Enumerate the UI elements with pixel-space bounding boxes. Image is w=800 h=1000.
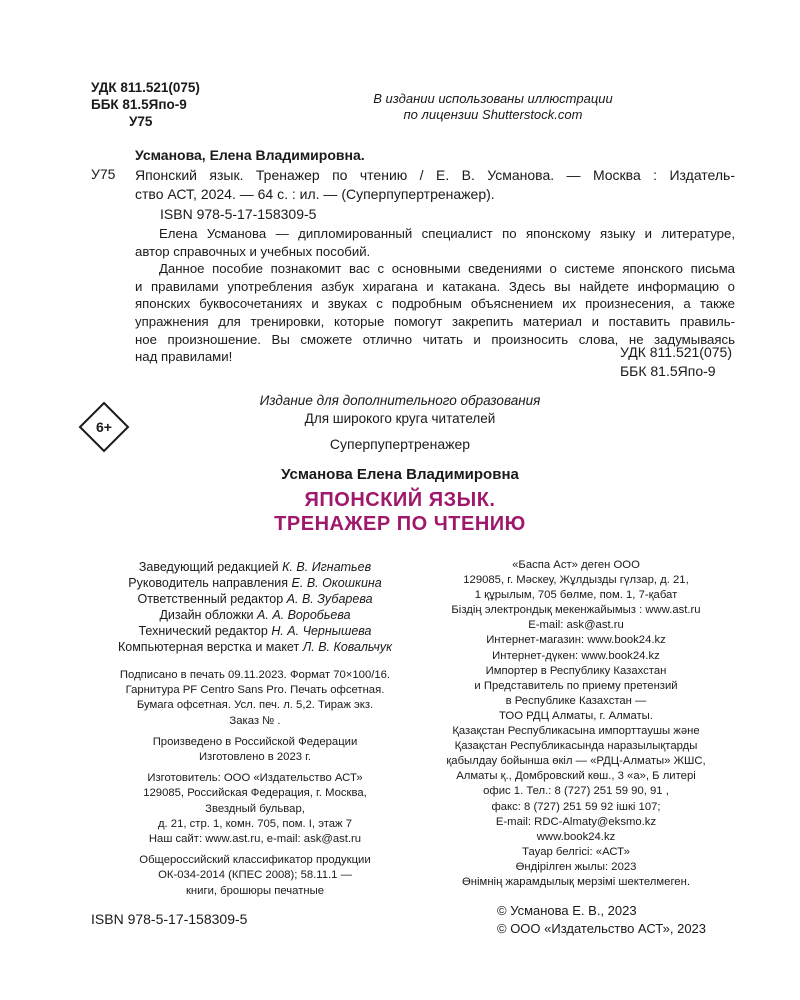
credit-person: Л. В. Ковальчук: [302, 640, 393, 654]
author-name: Усманова Елена Владимировна: [281, 466, 519, 483]
catalog-author-heading: Усманова, Елена Владимировна.: [135, 147, 365, 163]
annotation-line: японских буквосочетаниях и звуках с подробным объяснением их произнесения, а также: [135, 296, 735, 312]
publisher-line: 129085, г. Мәскеу, Жұлдызды гүлзар, д. 21,: [463, 574, 689, 587]
publisher-line: Тауар белгісі: «АСТ»: [522, 845, 630, 858]
publisher-line: Қазақстан Республикасында наразылықтарды: [454, 740, 698, 753]
bbk-code: ББК 81.5Япо-9: [91, 97, 187, 112]
credit-person: Е. В. Окошкина: [291, 576, 382, 590]
credits-list: [90, 559, 420, 655]
publisher-line: Өндірілген жылы: 2023: [515, 860, 637, 873]
credit-row: [90, 591, 420, 607]
biblio-line: Японский язык. Тренажер по чтению / Е. В. Усманова. — Москва : Издатель-: [135, 167, 735, 183]
udk-code: УДК 811.521(075): [91, 80, 200, 95]
print-info-line: Подписано в печать 09.11.2023. Формат 70×100/16.: [119, 669, 391, 681]
publisher-line: Интернет-дүкен: www.book24.kz: [492, 649, 660, 662]
manufacturer-line: Изготовлено в 2023 г.: [198, 751, 312, 764]
annotation-line: над правилами!: [135, 349, 233, 365]
edition-note: Издание для дополнительного образования: [259, 393, 541, 408]
manufacturer-line: 129085, Российская Федерация, г. Москва,: [143, 787, 367, 800]
bbk-code-right: ББК 81.5Япо-9: [619, 363, 716, 379]
classification-codes: [91, 79, 200, 130]
publisher-line: и Представитель по приему претензий: [474, 679, 678, 692]
credit-role: Заведующий редакцией: [138, 560, 279, 574]
publisher-line: офис 1. Тел.: 8 (727) 251 59 90, 91 ,: [483, 785, 669, 798]
book-title: [100, 488, 700, 536]
publisher-line: Алматы қ., Домбровский көш., 3 «а», Б литері: [456, 770, 696, 783]
publisher-line: E-mail: RDC-Almaty@eksmo.kz: [495, 815, 657, 828]
credit-person: К. В. Игнатьев: [282, 560, 372, 574]
author-mark: У75: [129, 114, 153, 129]
publisher-info: [420, 558, 732, 890]
publisher-line: Өнімнің жарамдылық мерзімі шектелмеген.: [462, 875, 690, 888]
catalog-isbn: ISBN 978-5-17-158309-5: [160, 206, 317, 222]
age-rating-text: 6+: [96, 419, 112, 435]
credit-row: [90, 623, 420, 639]
publisher-line: Интернет-магазин: www.book24.kz: [486, 634, 666, 647]
copyright-line: © ООО «Издательство АСТ», 2023: [497, 921, 707, 936]
catalog-author-mark: У75: [91, 166, 116, 182]
credit-person: А. В. Зубарева: [286, 592, 373, 606]
credit-row: [90, 575, 420, 591]
manufacturer-line: д. 21, стр. 1, комн. 705, пом. I, этаж 7: [157, 817, 353, 830]
annotation-line: и правилами употребления азбук хирагана и катакана. Здесь вы найдете информацию о: [135, 278, 735, 294]
illustration-note-line: В издании использованы иллюстрации: [373, 91, 613, 106]
manufacturer-line: ОК-034-2014 (КПЕС 2008); 58.11.1 —: [158, 869, 352, 882]
print-info-line: Гарнитура PF Centro Sans Pro. Печать офсетная.: [125, 684, 385, 697]
credit-row: [90, 607, 420, 623]
publisher-line: E-mail: ask@ast.ru: [528, 619, 624, 632]
publisher-line: «Баспа Аст» деген ООО: [512, 559, 640, 571]
credit-row: [90, 639, 420, 655]
isbn-bottom: ISBN 978-5-17-158309-5: [91, 911, 248, 927]
publisher-line: ТОО РДЦ Алматы, г. Алматы.: [499, 709, 653, 722]
publisher-line: факс: 8 (727) 251 59 92 ішкі 107;: [491, 800, 661, 813]
publisher-line: в Республике Казахстан —: [505, 694, 647, 707]
print-info: [90, 668, 420, 899]
manufacturer-line: Изготовитель: ООО «Издательство АСТ»: [147, 772, 363, 785]
annotation-line: Елена Усманова — дипломированный специалист по японскому языку и литературе,: [159, 226, 735, 241]
publisher-line: Қазақстан Республикасына импорттаушы және: [452, 725, 700, 738]
illustration-note: [328, 91, 658, 123]
title-line: ЯПОНСКИЙ ЯЗЫК.: [304, 489, 496, 511]
credit-person: Н. А. Чернышева: [271, 624, 372, 638]
copyright-line: © Усманова Е. В., 2023: [497, 903, 637, 918]
credit-person: А. А. Воробьева: [257, 608, 351, 622]
publisher-line: қабылдау бойынша өкіл — «РДЦ-Алматы» ЖШС,: [446, 755, 706, 768]
credit-role: Ответственный редактор: [137, 592, 284, 606]
annotation-line: автор справочных и учебных пособий.: [135, 243, 371, 259]
classification-codes-right: [620, 343, 732, 381]
credit-row: [90, 559, 420, 575]
series-name: Суперпупертренажер: [329, 436, 471, 452]
print-info-line: Заказ № .: [229, 714, 281, 727]
credit-role: Дизайн обложки: [159, 608, 254, 622]
manufacturer-line: Наш сайт: www.ast.ru, e-mail: ask@ast.ru: [148, 833, 362, 846]
publisher-line: www.book24.kz: [536, 830, 616, 843]
udk-code-right: УДК 811.521(075): [619, 344, 732, 360]
credit-role: Технический редактор: [138, 624, 268, 638]
annotation-line: ное произношение. Вы сможете отлично читать и произносить слова, не задумываясь: [135, 331, 735, 347]
manufacturer-line: Произведено в Российской Федерации: [152, 735, 358, 748]
publisher-line: 1 құрылым, 705 бөлме, пом. 1, 7-қабат: [474, 589, 678, 602]
publisher-line: Импортер в Республику Казахстан: [485, 664, 667, 677]
annotation-line: Данное пособие познакомит вас с основными сведениями о системе японского письма: [159, 261, 735, 277]
readers-note: Для широкого круга читателей: [304, 411, 496, 426]
bibliographic-description: [135, 166, 735, 204]
credit-role: Руководитель направления: [128, 576, 289, 590]
manufacturer-line: книги, брошюры печатные: [185, 884, 325, 897]
credit-role: Компьютерная верстка и макет: [117, 640, 300, 654]
copyright: [497, 902, 706, 938]
manufacturer-line: Общероссийский классификатор продукции: [139, 854, 371, 867]
illustration-note-line: по лицензии Shutterstock.com: [403, 107, 583, 122]
print-info-line: Бумага офсетная. Усл. печ. л. 5,2. Тираж экз.: [136, 699, 374, 712]
biblio-line: ство АСТ, 2024. — 64 с. : ил. — (Суперпупертренажер).: [135, 186, 495, 202]
title-line: ТРЕНАЖЕР ПО ЧТЕНИЮ: [274, 513, 526, 535]
publisher-line: Біздің электрондық мекенжайымыз : www.ast.ru: [451, 604, 701, 617]
manufacturer-line: Звездный бульвар,: [205, 802, 305, 815]
annotation-line: упражнения для тренировки, которые помогут закрепить материал и поставить правиль-: [135, 313, 735, 329]
